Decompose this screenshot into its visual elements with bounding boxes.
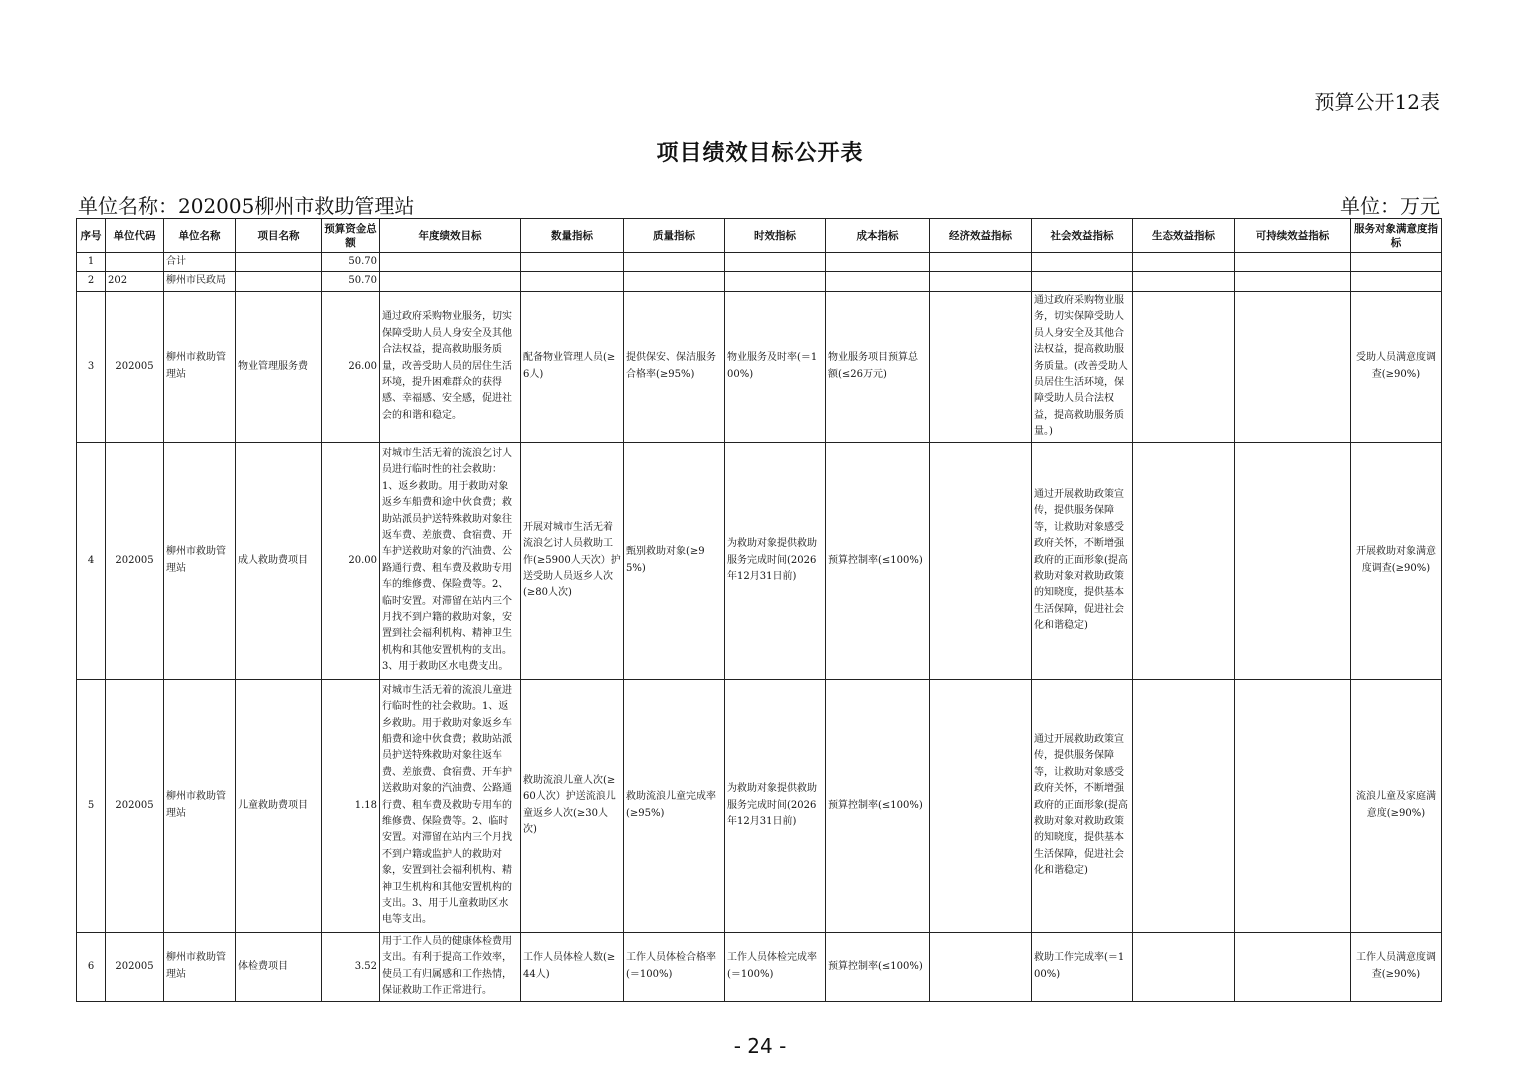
header-sustainable: 可持续效益指标 <box>1235 219 1351 253</box>
table-row <box>77 291 1442 442</box>
cell-code <box>106 253 164 272</box>
cell-project: 体检费项目 <box>236 932 322 1001</box>
table-row <box>77 932 1442 1001</box>
cell-budget: 26.00 <box>322 291 380 442</box>
cell-cost: 预算控制率(≤100%) <box>826 679 930 932</box>
cell-code: 202 <box>106 272 164 291</box>
header-timeliness: 时效指标 <box>725 219 826 253</box>
table-row <box>77 253 1442 272</box>
currency-unit-label: 单位：万元 <box>1340 194 1440 218</box>
cell-quality: 救助流浪儿童完成率(≥95%) <box>624 679 725 932</box>
cell-cost: 预算控制率(≤100%) <box>826 932 930 1001</box>
table-row <box>77 272 1442 291</box>
cell-unit: 柳州市民政局 <box>164 272 236 291</box>
unit-name-label: 单位名称：202005柳州市救助管理站 <box>78 194 415 218</box>
cell-ecological <box>1133 272 1235 291</box>
cell-code: 202005 <box>106 679 164 932</box>
cell-cost <box>826 253 930 272</box>
cell-satisfaction <box>1351 253 1442 272</box>
cell-budget: 3.52 <box>322 932 380 1001</box>
performance-table <box>76 218 1442 1002</box>
cell-sustainable <box>1235 272 1351 291</box>
cell-budget: 50.70 <box>322 272 380 291</box>
cell-satisfaction: 受助人员满意度调查(≥90%) <box>1351 291 1442 442</box>
cell-unit: 柳州市救助管理站 <box>164 679 236 932</box>
header-code: 单位代码 <box>106 219 164 253</box>
header-cost: 成本指标 <box>826 219 930 253</box>
cell-sustainable <box>1235 679 1351 932</box>
cell-ecological <box>1133 679 1235 932</box>
cell-quality: 甄别救助对象(≥95%) <box>624 442 725 679</box>
cell-project: 成人救助费项目 <box>236 442 322 679</box>
cell-ecological <box>1133 442 1235 679</box>
header-budget: 预算资金总额 <box>322 219 380 253</box>
cell-sustainable <box>1235 291 1351 442</box>
page-number: - 24 - <box>733 1034 787 1058</box>
cell-code: 202005 <box>106 932 164 1001</box>
cell-timeliness <box>725 272 826 291</box>
cell-unit: 柳州市救助管理站 <box>164 442 236 679</box>
cell-seq: 5 <box>77 679 106 932</box>
cell-project: 儿童救助费项目 <box>236 679 322 932</box>
cell-economic <box>930 253 1032 272</box>
cell-sustainable <box>1235 442 1351 679</box>
header-quantity: 数量指标 <box>521 219 624 253</box>
cell-quantity: 工作人员体检人数(≥44人) <box>521 932 624 1001</box>
cell-project <box>236 253 322 272</box>
cell-goal: 对城市生活无着的流浪儿童进行临时性的社会救助。1、返乡救助。用于救助对象返乡车船费和途中伙食费；救助站派员护送特殊救助对象往返车费、差旅费、食宿费、开车护送救助对象的汽油费、公路通行费、租车费及救助专用车的维修费、保险费等。2、临时安置。对滞留在站内三个月找不到户籍或监护人的救助对象，安置到社会福利机构、精神卫生机构和其他安置机构的支出。3、用于儿童救助区水电等支出。 <box>380 679 521 932</box>
cell-economic <box>930 932 1032 1001</box>
cell-social: 通过政府采购物业服务，切实保障受助人员人身安全及其他合法权益，提高救助服务质量。(改善受助人员居住生活环境，保障受助人员合法权益，提高救助服务质量。) <box>1032 291 1133 442</box>
cell-quantity: 救助流浪儿童人次(≥60人次）护送流浪儿童返乡人次(≥30人次) <box>521 679 624 932</box>
cell-quantity: 配备物业管理人员(≥6人) <box>521 291 624 442</box>
cell-code: 202005 <box>106 442 164 679</box>
cell-timeliness: 工作人员体检完成率(＝100%) <box>725 932 826 1001</box>
cell-economic <box>930 291 1032 442</box>
header-quality: 质量指标 <box>624 219 725 253</box>
cell-sustainable <box>1235 932 1351 1001</box>
cell-economic <box>930 442 1032 679</box>
header-economic: 经济效益指标 <box>930 219 1032 253</box>
cell-goal: 对城市生活无着的流浪乞讨人员进行临时性的社会救助：1、返乡救助。用于救助对象返乡车船费和途中伙食费；救助站派员护送特殊救助对象往返车费、差旅费、食宿费、开车护送救助对象的汽油费、公路通行费、租车费及救助专用车的维修费、保险费等。2、临时安置。对滞留在站内三个月找不到户籍的救助对象，安置到社会福利机构、精神卫生机构和其他安置机构的支出。3、用于救助区水电费支出。 <box>380 442 521 679</box>
cell-satisfaction: 工作人员满意度调查(≥90%) <box>1351 932 1442 1001</box>
cell-budget: 1.18 <box>322 679 380 932</box>
cell-quality: 工作人员体检合格率(＝100%) <box>624 932 725 1001</box>
cell-goal: 用于工作人员的健康体检费用支出。有利于提高工作效率，使员工有归属感和工作热情，保证救助工作正常进行。 <box>380 932 521 1001</box>
table-row <box>77 679 1442 932</box>
cell-goal <box>380 272 521 291</box>
cell-budget: 20.00 <box>322 442 380 679</box>
cell-goal: 通过政府采购物业服务，切实保障受助人员人身安全及其他合法权益，提高救助服务质量，改善受助人员的居住生活环境，提升困难群众的获得感、幸福感、安全感，促进社会的和谐和稳定。 <box>380 291 521 442</box>
cell-unit: 柳州市救助管理站 <box>164 932 236 1001</box>
cell-seq: 4 <box>77 442 106 679</box>
cell-seq: 3 <box>77 291 106 442</box>
cell-unit: 柳州市救助管理站 <box>164 291 236 442</box>
cell-social <box>1032 272 1133 291</box>
cell-timeliness: 物业服务及时率(＝100%) <box>725 291 826 442</box>
cell-ecological <box>1133 932 1235 1001</box>
cell-satisfaction: 开展救助对象满意度调查(≥90%) <box>1351 442 1442 679</box>
header-seq: 序号 <box>77 219 106 253</box>
cell-seq: 6 <box>77 932 106 1001</box>
cell-budget: 50.70 <box>322 253 380 272</box>
table-number-label: 预算公开12表 <box>1314 90 1440 114</box>
cell-satisfaction <box>1351 272 1442 291</box>
cell-social: 通过开展救助政策宣传，提供服务保障等，让救助对象感受政府关怀，不断增强政府的正面形象(提高救助对象对救助政策的知晓度，提供基本生活保障，促进社会化和谐稳定) <box>1032 679 1133 932</box>
cell-quantity: 开展对城市生活无着流浪乞讨人员救助工作(≥5900人天次）护送受助人员返乡人次(≥80人次) <box>521 442 624 679</box>
cell-cost <box>826 272 930 291</box>
cell-social <box>1032 253 1133 272</box>
cell-timeliness: 为救助对象提供救助服务完成时间(2026年12月31日前) <box>725 679 826 932</box>
cell-quantity <box>521 253 624 272</box>
table-row <box>77 442 1442 679</box>
cell-social: 通过开展救助政策宣传，提供服务保障等，让救助对象感受政府关怀，不断增强政府的正面形象(提高救助对象对救助政策的知晓度，提供基本生活保障，促进社会化和谐稳定) <box>1032 442 1133 679</box>
cell-satisfaction: 流浪儿童及家庭满意度(≥90%) <box>1351 679 1442 932</box>
header-goal: 年度绩效目标 <box>380 219 521 253</box>
cell-project: 物业管理服务费 <box>236 291 322 442</box>
cell-quality <box>624 253 725 272</box>
header-satisfaction: 服务对象满意度指标 <box>1351 219 1442 253</box>
header-ecological: 生态效益指标 <box>1133 219 1235 253</box>
cell-cost: 预算控制率(≤100%) <box>826 442 930 679</box>
cell-ecological <box>1133 253 1235 272</box>
cell-timeliness: 为救助对象提供救助服务完成时间(2026年12月31日前) <box>725 442 826 679</box>
cell-quality <box>624 272 725 291</box>
cell-seq: 2 <box>77 272 106 291</box>
cell-timeliness <box>725 253 826 272</box>
table-header-row <box>77 219 1442 253</box>
page-title: 项目绩效目标公开表 <box>656 140 864 166</box>
cell-social: 救助工作完成率(＝100%) <box>1032 932 1133 1001</box>
cell-unit: 合计 <box>164 253 236 272</box>
header-social: 社会效益指标 <box>1032 219 1133 253</box>
cell-seq: 1 <box>77 253 106 272</box>
cell-project <box>236 272 322 291</box>
cell-economic <box>930 679 1032 932</box>
cell-sustainable <box>1235 253 1351 272</box>
cell-goal <box>380 253 521 272</box>
cell-economic <box>930 272 1032 291</box>
cell-quantity <box>521 272 624 291</box>
header-project: 项目名称 <box>236 219 322 253</box>
header-unit: 单位名称 <box>164 219 236 253</box>
cell-code: 202005 <box>106 291 164 442</box>
cell-quality: 提供保安、保洁服务合格率(≥95%) <box>624 291 725 442</box>
cell-cost: 物业服务项目预算总额(≤26万元) <box>826 291 930 442</box>
cell-ecological <box>1133 291 1235 442</box>
